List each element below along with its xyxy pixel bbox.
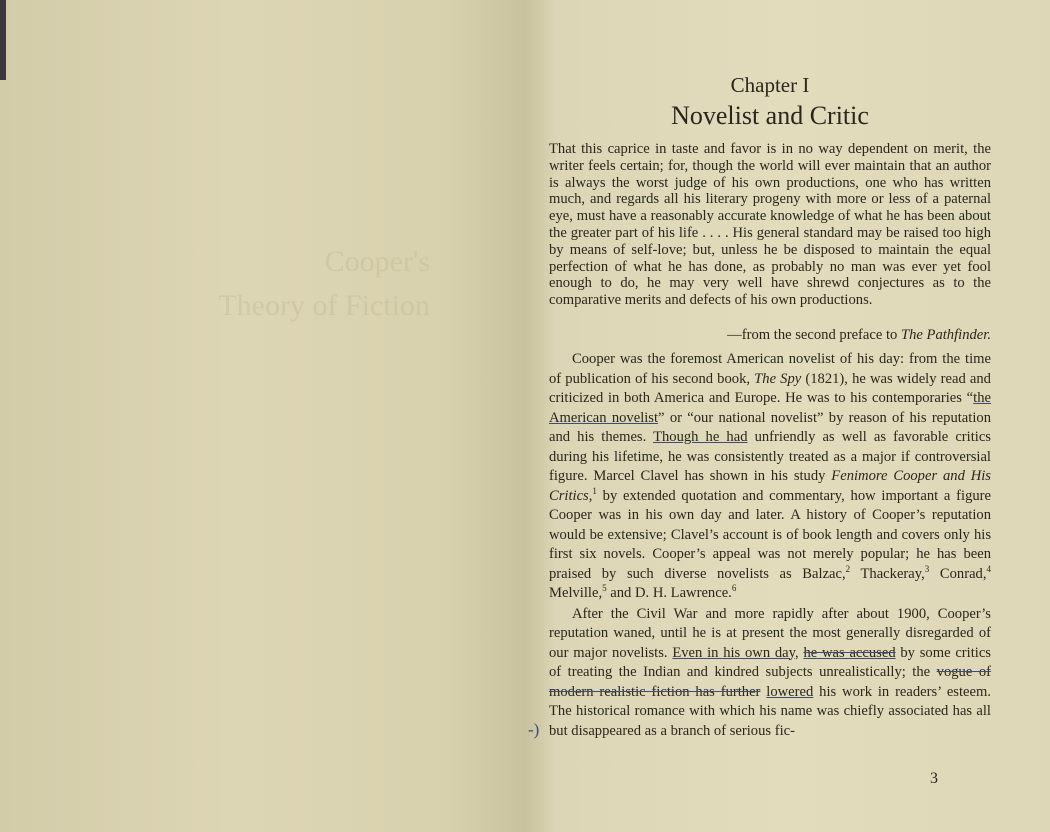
p2-text: After the Civil War and more rapidly after about 1900, Cooper’s reputation waned, until he is at present the most generally disregarded of our major novelists. — [549, 605, 991, 661]
p1-text: unfriendly as well as favorable critics during his lifetime, he was consistently treated as a major if controversial figure. Marcel Clavel has shown in his study — [549, 429, 991, 484]
chapter-title: Novelist and Critic — [671, 101, 869, 130]
marked-phrase: he was accused — [803, 644, 896, 661]
page-edge-mark — [0, 0, 6, 80]
footnote-ref: 2 — [845, 563, 851, 574]
p1-text: ” or “our national novelist” by reason of his reputation and his themes. — [549, 409, 991, 445]
p1-text: Conrad, — [929, 565, 987, 582]
p1-text: (1821), he was widely read and criticized in both America and Europe. He was to his contemporaries “ — [549, 370, 991, 406]
bleed-line-1: Cooper's — [324, 245, 430, 278]
footnote-ref: 4 — [986, 563, 991, 574]
attribution-prefix: —from the second preface to — [727, 327, 901, 343]
page-number: 3 — [930, 770, 938, 787]
underlined-phrase: Even in his own day, — [672, 644, 799, 661]
bleed-line-2: Theory of Fiction — [218, 289, 430, 322]
p1-text: by extended quotation and commentary, how important a figure Cooper was in his own day and later. A history of Cooper’s reputation would be extensive; Clavel’s account is of book length and covers only his first six novels. Cooper’s appeal was not merely popular; he has been praised by such diverse novelists as Balzac, — [549, 487, 991, 582]
struck-phrase: vogue of modern realistic fiction has further — [549, 664, 991, 700]
bleed-through-text — [110, 240, 430, 328]
p1-text: Melville, — [549, 585, 603, 601]
footnote-ref: 6 — [731, 583, 737, 594]
body-text — [549, 350, 991, 741]
paragraph-2 — [549, 605, 991, 742]
book-title-critics: Fenimore Cooper and His Critics, — [549, 468, 991, 504]
epigraph-attribution — [549, 327, 991, 344]
p1-text: Cooper was the foremost American novelist of his day: from the time of publication of his second book, — [549, 351, 991, 387]
footnote-ref: 5 — [602, 583, 607, 594]
underlined-phrase: the American novelist — [549, 390, 991, 426]
paragraph-1 — [549, 350, 991, 604]
attribution-book: The Pathfinder. — [901, 327, 991, 343]
underlined-phrase: lowered — [766, 683, 814, 700]
margin-annotation: -) — [528, 720, 540, 739]
chapter-label: Chapter I — [730, 73, 810, 97]
p2-text: his work in readers’ esteem. The historical romance with which his name was chiefly associated has all but disappeared as a branch of serious fic- — [549, 683, 991, 739]
footnote-ref: 3 — [924, 563, 930, 574]
footnote-ref: 1 — [592, 485, 597, 496]
p2-text: by some critics of treating the Indian and kindred subjects unrealistically; the — [549, 644, 991, 680]
book-title-the-spy: The Spy — [754, 370, 802, 387]
epigraph: That this caprice in taste and favor is in no way dependent on merit, the writer feels certain; for, though the world will ever maintain that an author is always the worst judge of his own productions, one who has written much, and regards all his literary progeny with more or less of a paternal eye, must have a reasonably accurate knowledge of what he has been about the greater part of his life . . . . His general standard may be raised too high by means of self-love; but, unless he be disposed to maintain the equal perfection of what he has done, as probably no man was ever yet fool enough to do, he may very well have shrewd conjectures as to the comparative merits and defects of his own productions. — [549, 141, 991, 309]
underlined-phrase: Though he had — [653, 429, 748, 445]
p1-text: Thackeray, — [850, 565, 925, 582]
p1-text: and D. H. Lawrence. — [606, 585, 732, 601]
